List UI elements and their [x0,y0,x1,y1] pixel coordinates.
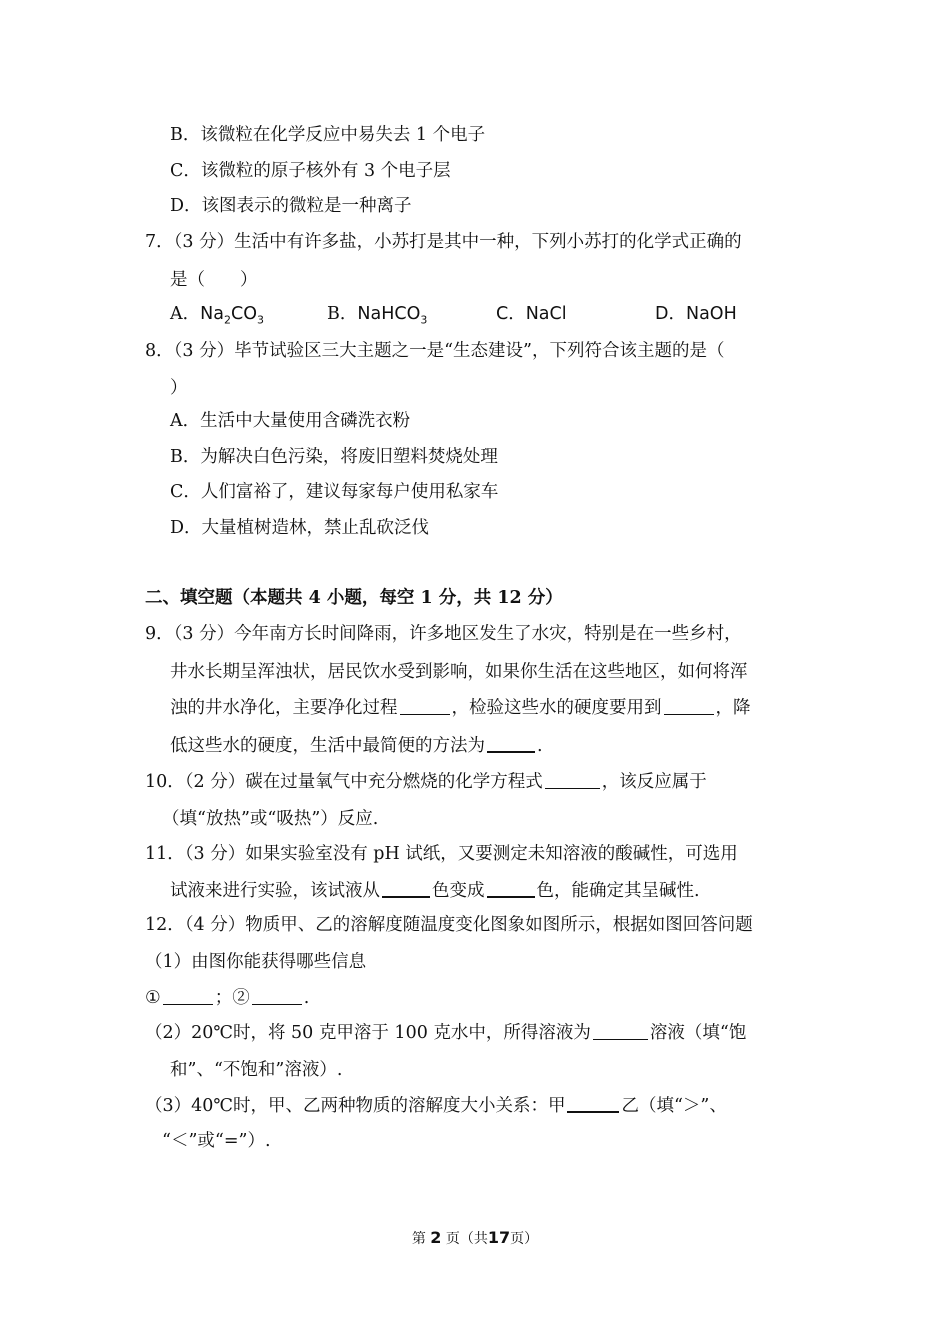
q8-option-b: B．为解决白色污染，将废旧塑料焚烧处理 [170,447,498,467]
q10-stem-line2: （填“放热”或“吸热”）反应. [162,809,379,829]
q8-stem-line1: 8．（3 分）毕节试验区三大主题之一是“生态建设”，下列符合该主题的是（ [145,341,725,361]
q7-option-d: D．NaOH [655,304,737,324]
section-heading: 二、填空题（本题共 4 小题，每空 1 分，共 12 分） [145,588,563,608]
q11-stem-line1: 11．（3 分）如果实验室没有 pH 试纸，又要测定未知溶液的酸碱性，可选用 [145,844,738,864]
q9-blank-1[interactable] [400,696,450,715]
q9-stem-line3: 浊的井水净化，主要净化过程 ，检验这些水的硬度要用到 ，降 [170,698,751,718]
q10-stem-line1: 10．（2 分）碳在过量氧气中充分燃烧的化学方程式 ，该反应属于 [145,772,707,792]
q12-blank-4[interactable] [567,1093,619,1113]
q7-option-b-label: B． [327,304,358,324]
q8-option-d: D．大量植树造林，禁止乱砍泛伐 [170,518,430,538]
q9-blank-3[interactable] [487,733,535,753]
q9-stem-line2: 井水长期呈浑浊状，居民饮水受到影响，如果你生活在这些地区，如何将浑 [170,662,748,682]
q12-sub3-line1: （3）40℃时，甲、乙两种物质的溶解度大小关系：甲 乙（填“＞”、 [145,1093,727,1118]
q12-blank-3[interactable] [593,1021,648,1040]
q6-option-c: C．该微粒的原子核外有 3 个电子层 [170,161,451,181]
page-footer: 第 2 页（共17页） [411,1228,539,1247]
q8-stem-line2: ） [170,378,188,398]
q7-option-c: C．NaCl [496,304,567,324]
current-page-number: 2 [430,1228,442,1247]
q8-option-a: A．生活中大量使用含磷洗衣粉 [170,411,411,431]
q8-option-c: C．人们富裕了，建议每家每户使用私家车 [170,482,499,502]
q9-blank-2[interactable] [664,696,714,715]
q6-option-b: B．该微粒在化学反应中易失去 1 个电子 [170,125,486,145]
q11-blank-1[interactable] [382,878,430,898]
q7-option-a-formula: $Na_2CO_3$ [200,304,264,327]
q11-stem-line2: 试液来进行实验，该试液从 色变成 色，能确定其呈碱性. [170,878,700,903]
q12-blank-1[interactable] [163,986,213,1005]
q6-option-d: D．该图表示的微粒是一种离子 [170,196,412,216]
q10-blank-1[interactable] [545,770,600,789]
q7-option-b [327,302,427,333]
q7-option-b-formula: NaHCO$_3$ [357,304,428,327]
q11-blank-2[interactable] [487,878,535,898]
q7-option-a-label: A． [170,304,201,324]
total-page-number: 17 [487,1228,511,1247]
q12-sub2-line1: （2）20℃时，将 50 克甲溶于 100 克水中，所得溶液为 溶液（填“饱 [145,1023,747,1043]
q7-stem-line1: 7．（3 分）生活中有许多盐，小苏打是其中一种，下列小苏打的化学式正确的 [145,232,742,252]
q9-stem-line4: 低这些水的硬度，生活中最简便的方法为 . [170,733,543,758]
q9-stem-line1: 9．（3 分）今年南方长时间降雨，许多地区发生了水灾，特别是在一些乡村， [145,624,742,644]
q12-sub1-answers: ① ；② . [145,988,310,1008]
q12-sub1: （1）由图你能获得哪些信息 [145,952,367,972]
q12-stem-line1: 12．（4 分）物质甲、乙的溶解度随温度变化图象如图所示，根据如图回答问题 [145,915,753,935]
q12-sub2-line2: 和”、“不饱和”溶液）. [170,1060,343,1080]
q7-option-a [170,302,264,333]
q7-stem-line2: 是（ ） [170,270,258,290]
q12-sub3-line2: “＜”或“=”）. [162,1131,271,1151]
q12-blank-2[interactable] [252,986,302,1005]
